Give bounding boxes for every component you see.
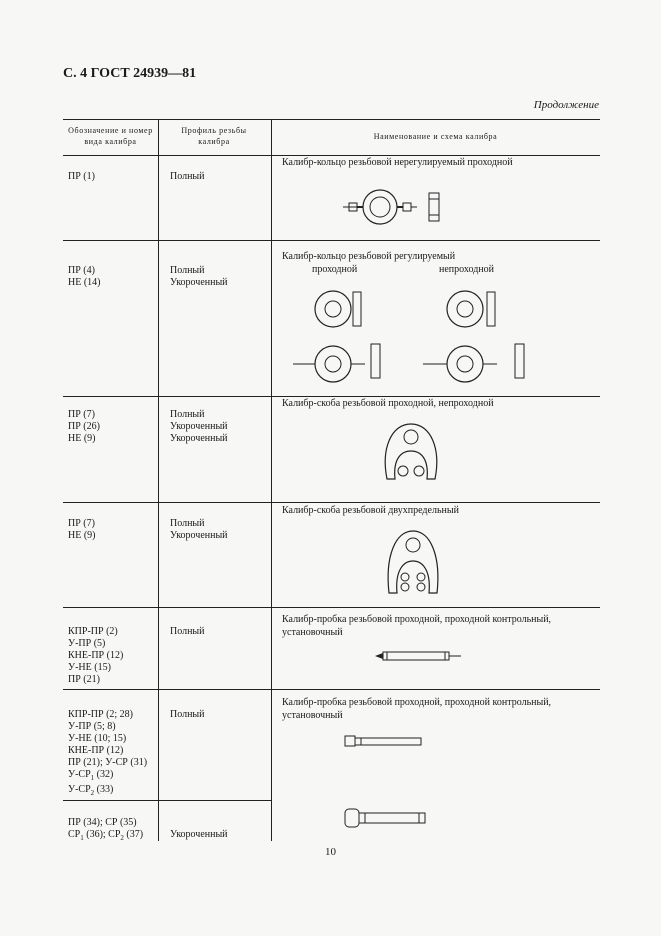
profile-cell: Полный (170, 709, 205, 720)
plug-gauge-handle-drawing (345, 733, 425, 749)
designation-cell: ПР (7) НЕ (9) (68, 518, 96, 541)
table-rule (63, 155, 600, 156)
page-header: С. 4 ГОСТ 24939—81 (63, 66, 197, 81)
column-header-designation: Обозначение и номер вида калибра (68, 126, 153, 146)
profile-cell: Полный Укороченный Укороченный (170, 409, 228, 444)
table-rule (63, 689, 600, 690)
plug-gauge-short-drawing (345, 807, 431, 829)
designation-cell: ПР (1) (68, 171, 95, 182)
calibre-name: Калибр-кольцо резьбовой нерегулируемый проходной (282, 157, 513, 168)
profile-cell: Укороченный (170, 829, 228, 840)
profile-cell: Полный (170, 626, 205, 637)
calibre-name: Калибр-пробка резьбовой проходной, проходной контрольный, установочный (282, 697, 552, 721)
table-rule (63, 607, 600, 608)
calibre-name: Калибр-кольцо резьбовой регулируемый (282, 251, 456, 262)
table-column-rule (271, 119, 272, 841)
table-rule (63, 396, 600, 397)
table-rule (63, 800, 271, 801)
calibre-name: Калибр-скоба резьбовой проходной, непроходной (282, 398, 494, 409)
profile-cell: Полный (170, 171, 205, 182)
caption-pass: проходной (312, 264, 358, 275)
table-column-rule (158, 119, 159, 841)
table-rule (63, 502, 600, 503)
column-header-profile: Профиль резьбы калибра (181, 126, 247, 146)
designation-cell: ПР (4) НЕ (14) (68, 265, 101, 288)
calibre-table (63, 119, 600, 841)
snap-gauge-drawing (381, 419, 441, 489)
designation-cell: КПР-ПР (2; 28) У-ПР (5; 8) У-НЕ (10; 15) КНЕ-ПР (12) ПР (21); У-СР (31) $У-СР_1$ (32) $У-СР_2$ (33) (68, 709, 148, 797)
calibre-name: Калибр-скоба резьбовой двухпредельный (282, 505, 459, 516)
plug-gauge-drawing (375, 649, 465, 663)
ring-gauge-drawing (343, 185, 443, 227)
table-rule (63, 240, 600, 241)
designation-cell: ПР (34); СР (35) $СР_1$ (36); $СР_2$ (37) (68, 817, 144, 842)
designation-cell: ПР (7) ПР (26) НЕ (9) (68, 409, 100, 444)
adjustable-ring-drawing (293, 284, 583, 394)
calibre-name: Калибр-пробка резьбовой проходной, проходной контрольный, установочный (282, 614, 552, 638)
profile-cell: Полный Укороченный (170, 265, 228, 288)
continued-label: Продолжение (533, 99, 599, 111)
caption-nogo: непроходной (439, 264, 495, 275)
page-number: 10 (325, 846, 336, 858)
profile-cell: Полный Укороченный (170, 518, 228, 541)
column-header-name: Наименование и схема калибра (373, 132, 498, 141)
table-rule (63, 119, 600, 120)
double-limit-snap-gauge-drawing (385, 527, 441, 599)
designation-cell: КПР-ПР (2) У-ПР (5) КНЕ-ПР (12) У-НЕ (15) ПР (21) (68, 626, 124, 685)
